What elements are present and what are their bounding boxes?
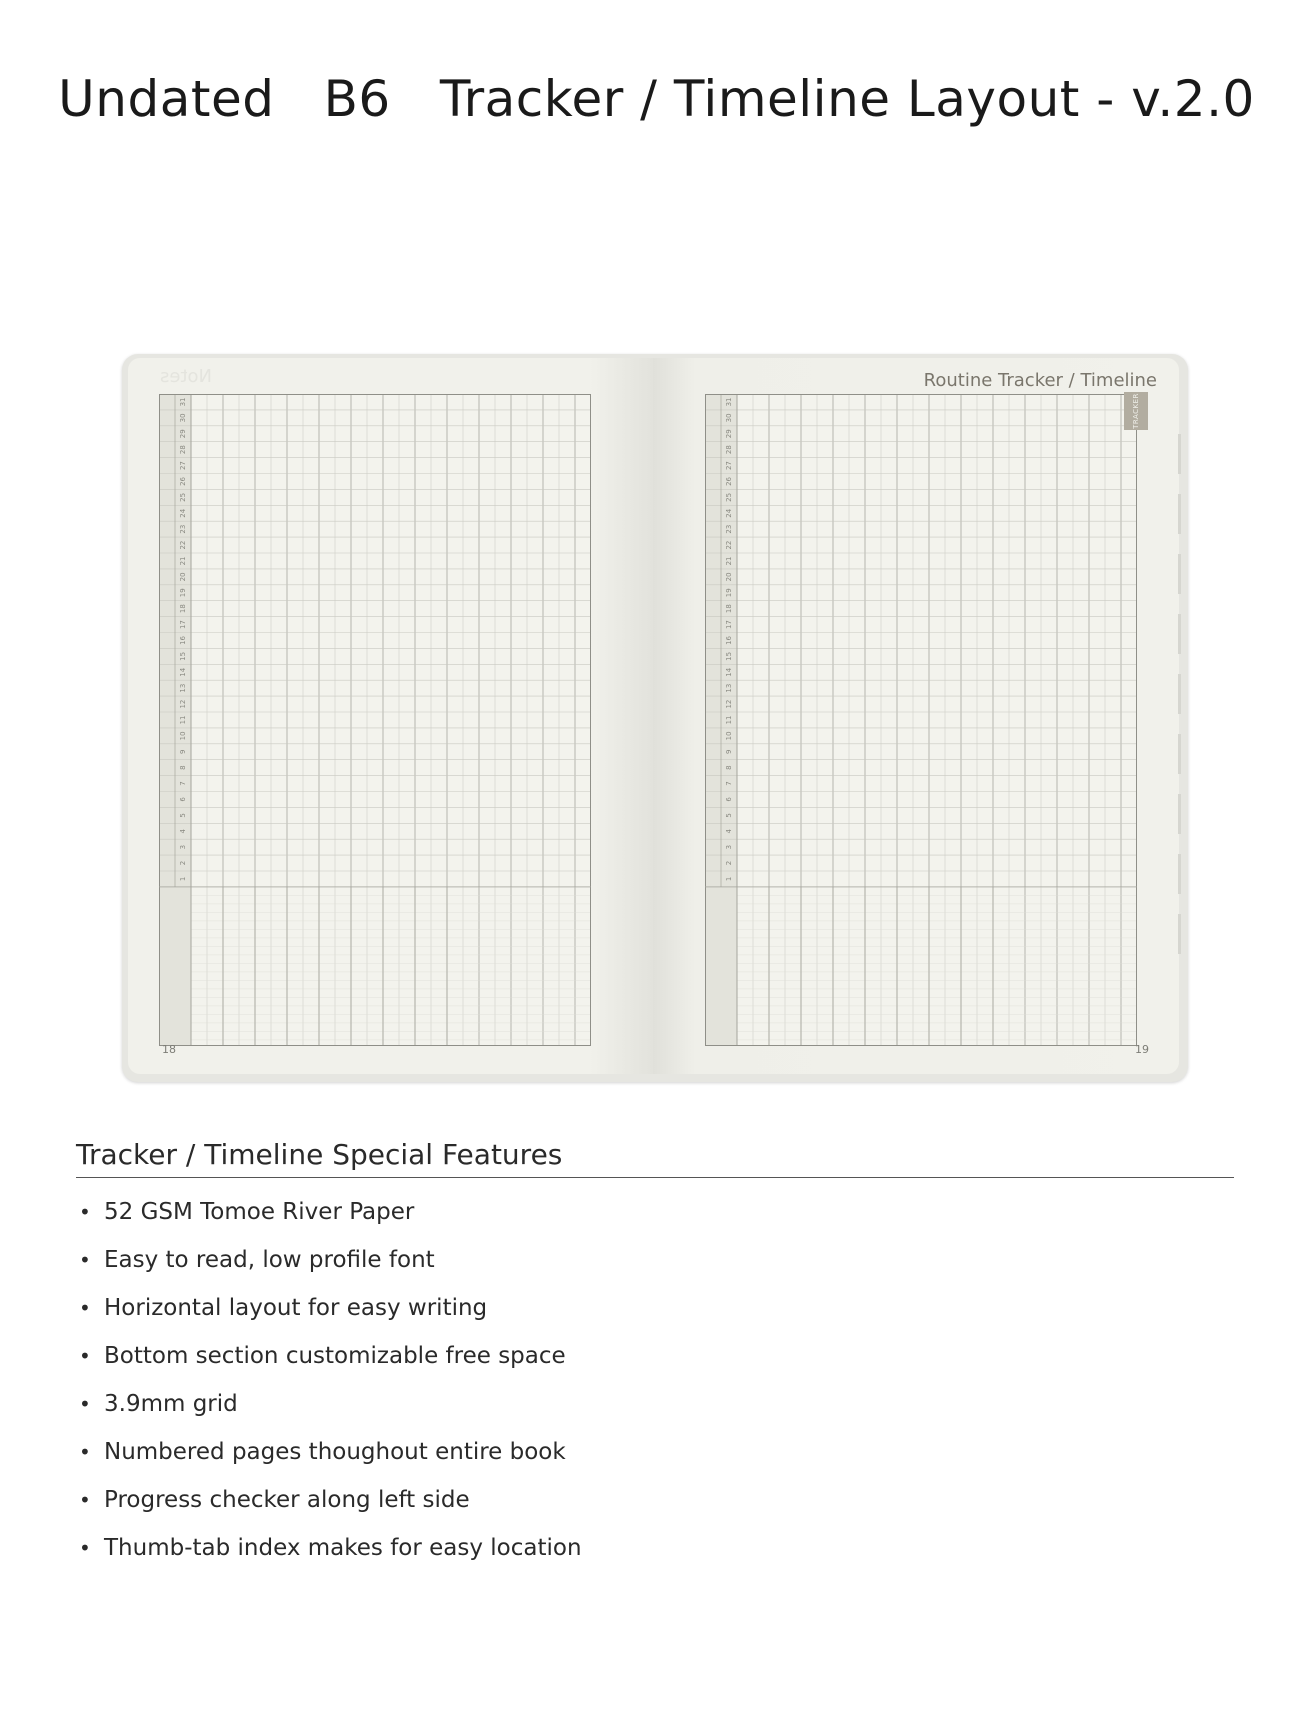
day-number: 21 <box>179 556 187 566</box>
day-number: 5 <box>179 813 187 818</box>
day-number: 29 <box>725 429 733 439</box>
day-number: 19 <box>179 588 187 598</box>
day-number: 24 <box>179 508 187 518</box>
day-number: 17 <box>179 620 187 630</box>
thumb-tab-label: TRACKER <box>1132 393 1140 429</box>
day-number: 6 <box>179 797 187 802</box>
page-number-left: 18 <box>162 1043 176 1056</box>
day-number: 28 <box>725 445 733 455</box>
day-number: 22 <box>725 540 733 550</box>
day-number: 13 <box>179 683 187 693</box>
day-number: 2 <box>179 860 187 866</box>
bullet-icon: • <box>79 1488 91 1512</box>
day-number: 10 <box>725 731 733 741</box>
day-number: 24 <box>725 508 733 518</box>
day-number: 12 <box>725 699 733 709</box>
bullet-icon: • <box>79 1248 91 1272</box>
day-number: 20 <box>179 572 187 582</box>
thumb-tab-edges <box>1178 434 1184 994</box>
day-number: 9 <box>725 749 733 754</box>
day-number: 26 <box>725 476 733 486</box>
day-number: 13 <box>725 683 733 693</box>
bullet-icon: • <box>79 1200 91 1224</box>
right-page <box>653 358 1179 1074</box>
day-number: 14 <box>725 667 733 677</box>
day-number: 1 <box>179 876 187 882</box>
day-number: 31 <box>179 397 187 407</box>
feature-text: Progress checker along left side <box>104 1487 470 1513</box>
page-number-right: 19 <box>1135 1043 1149 1056</box>
day-number: 25 <box>179 492 187 502</box>
day-number: 12 <box>179 699 187 709</box>
day-number: 7 <box>725 781 733 786</box>
day-number: 19 <box>725 588 733 598</box>
day-number: 3 <box>725 844 733 850</box>
bullet-icon: • <box>79 1536 91 1560</box>
day-number: 25 <box>725 492 733 502</box>
features-list <box>76 1188 976 1572</box>
day-number: 3 <box>179 844 187 850</box>
bullet-icon: • <box>79 1392 91 1416</box>
day-number: 7 <box>179 781 187 786</box>
day-number: 22 <box>179 540 187 550</box>
day-number: 2 <box>725 860 733 866</box>
feature-text: 52 GSM Tomoe River Paper <box>104 1199 415 1225</box>
day-number: 21 <box>725 556 733 566</box>
day-number: 11 <box>179 715 187 725</box>
day-number: 11 <box>725 715 733 725</box>
day-number: 1 <box>725 876 733 882</box>
day-number: 15 <box>725 651 733 661</box>
feature-item <box>76 1476 976 1524</box>
feature-item <box>76 1236 976 1284</box>
day-number: 27 <box>179 461 187 471</box>
feature-text: Numbered pages thoughout entire book <box>104 1439 566 1465</box>
notebook-spread <box>122 354 1188 1082</box>
day-number: 8 <box>179 765 187 770</box>
feature-text: Bottom section customizable free space <box>104 1343 566 1369</box>
day-number: 15 <box>179 651 187 661</box>
thumb-tab-tracker[interactable] <box>1124 392 1148 430</box>
day-number: 27 <box>725 461 733 471</box>
grid-background <box>159 394 591 1046</box>
day-number: 20 <box>725 572 733 582</box>
feature-item <box>76 1524 976 1572</box>
day-number: 4 <box>725 829 733 834</box>
page-title: Undated B6 Tracker / Timeline Layout - v.2.0 <box>58 70 1255 128</box>
feature-text: Thumb-tab index makes for easy location <box>104 1535 582 1561</box>
feature-item <box>76 1284 976 1332</box>
day-number: 29 <box>179 429 187 439</box>
day-number: 14 <box>179 667 187 677</box>
day-number: 17 <box>725 620 733 630</box>
day-number: 26 <box>179 476 187 486</box>
day-number: 5 <box>725 813 733 818</box>
tracker-grid-right <box>705 394 1137 1046</box>
bullet-icon: • <box>79 1296 91 1320</box>
features-heading: Tracker / Timeline Special Features <box>76 1138 563 1171</box>
day-number: 30 <box>179 413 187 423</box>
day-number: 9 <box>179 749 187 754</box>
day-number: 16 <box>725 635 733 645</box>
bullet-icon: • <box>79 1440 91 1464</box>
day-number: 4 <box>179 829 187 834</box>
feature-text: Horizontal layout for easy writing <box>104 1295 488 1321</box>
feature-item <box>76 1332 976 1380</box>
day-number: 16 <box>179 635 187 645</box>
section-heading: Routine Tracker / Timeline <box>923 370 1157 391</box>
tracker-grid-left <box>159 394 591 1046</box>
day-number: 6 <box>725 797 733 802</box>
day-number: 28 <box>179 445 187 455</box>
feature-item <box>76 1428 976 1476</box>
day-number: 31 <box>725 397 733 407</box>
day-number: 8 <box>725 765 733 770</box>
feature-item <box>76 1380 976 1428</box>
day-number: 10 <box>179 731 187 741</box>
bullet-icon: • <box>79 1344 91 1368</box>
left-page <box>128 358 653 1074</box>
feature-text: 3.9mm grid <box>104 1391 238 1417</box>
day-number: 23 <box>725 524 733 534</box>
ghost-section-heading: Notes <box>160 366 212 387</box>
grid-background <box>705 394 1137 1046</box>
day-number: 23 <box>179 524 187 534</box>
feature-item <box>76 1188 976 1236</box>
features-divider <box>76 1177 1234 1178</box>
day-number: 30 <box>725 413 733 423</box>
day-number: 18 <box>725 604 733 614</box>
feature-text: Easy to read, low profile font <box>104 1247 435 1273</box>
day-number: 18 <box>179 604 187 614</box>
